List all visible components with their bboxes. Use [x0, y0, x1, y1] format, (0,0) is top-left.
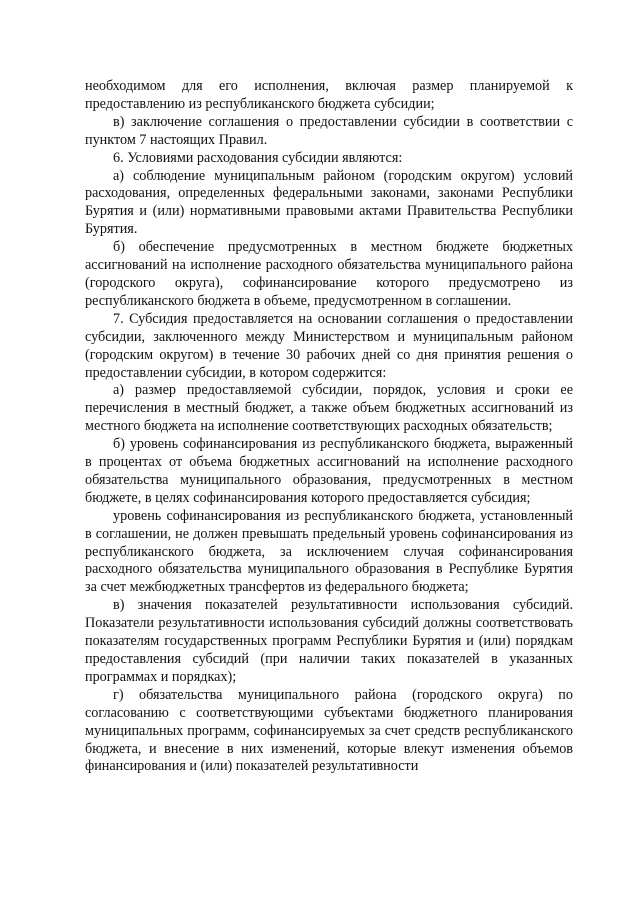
- paragraph-level-limit: уровень софинансирования из республиканского бюджета, установленный в соглашении, не должен превышать предельный уровень софинансирования из республиканского бюджета, за исключением случая софинансирования расходного обязательства муниципального образования в Республике Бурятия за счет межбюджетных трансфертов из федерального бюджета;: [85, 507, 573, 596]
- paragraph-section-7: 7. Субсидия предоставляется на основании соглашения о предоставлении субсидии, заключенного между Министерством и муниципальным районом (городским округом) в течение 30 рабочих дней со дня принятия решения о предоставлении субсидии, в котором содержится:: [85, 310, 573, 381]
- paragraph-item-v-agreement: в) заключение соглашения о предоставлении субсидии в соответствии с пунктом 7 настоящих Правил.: [85, 113, 573, 148]
- paragraph-item-b-allocations: б) обеспечение предусмотренных в местном бюджете бюджетных ассигнований на исполнение расходного обязательства муниципального района (городского округа), софинансирование которого предусмотрено из республиканского бюджета в объеме, предусмотренном в соглашении.: [85, 239, 573, 309]
- paragraph-item-b-level: б) уровень софинансирования из республиканского бюджета, выраженный в процентах от объема бюджетных ассигнований на исполнение расходного обязательства муниципального образования, предусмотренных в местном бюджете, в целях софинансирования которого предоставляется субсидия;: [85, 436, 573, 506]
- document-body: [85, 78, 573, 776]
- paragraph-item-a-conditions: а) соблюдение муниципальным районом (городским округом) условий расходования, определенных федеральными законами, законами Республики Бурятия и (или) нормативными правовыми актами Правительства Республики Бурятия.: [85, 167, 573, 238]
- paragraph-section-6: 6. Условиями расходования субсидии являются:: [113, 149, 403, 166]
- paragraph-continuation: необходимом для его исполнения, включая размер планируемой к предоставлению из республиканского бюджета субсидии;: [85, 78, 573, 112]
- paragraph-item-v-indicators: в) значения показателей результативности использования субсидий. Показатели результативности использования субсидий должны соответствовать показателям государственных программ Республики Бурятия и (или) порядкам предоставления субсидий (при наличии таких показателей в указанных программах и порядках);: [85, 597, 573, 685]
- paragraph-item-g-obligations: г) обязательства муниципального района (городского округа) по согласованию с соответствующими субъектами бюджетного планирования муниципальных программ, софинансируемых за счет средств республиканского бюджета, и внесение в них изменений, которые влекут изменения объемов финансирования и (или) показателей результативности: [85, 686, 573, 775]
- paragraph-item-a-size: а) размер предоставляемой субсидии, порядок, условия и сроки ее перечисления в местный бюджет, а также объем бюджетных ассигнований из местного бюджета на исполнение соответствующих расходных обязательств;: [85, 382, 573, 435]
